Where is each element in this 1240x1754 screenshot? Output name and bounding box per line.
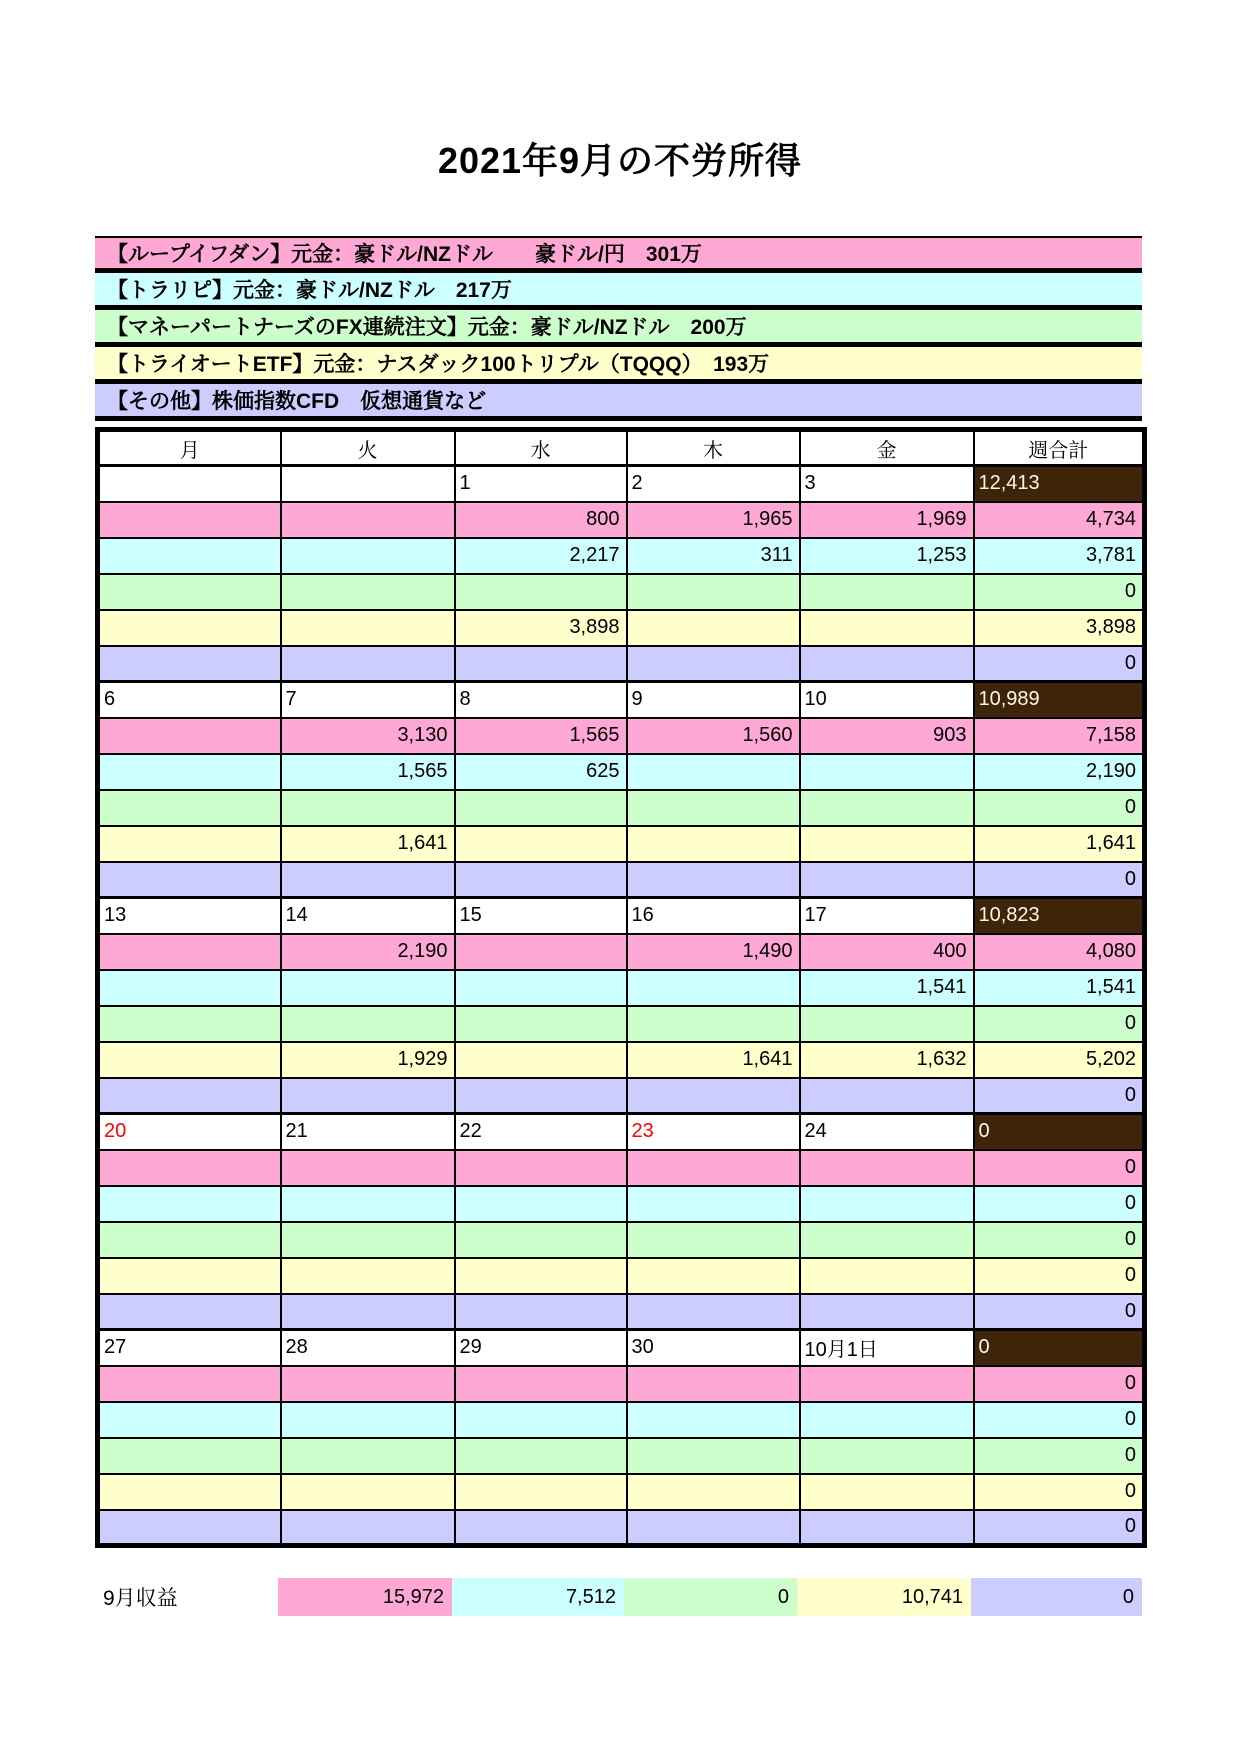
value-cell: 311 (627, 538, 800, 574)
week-total-cell: 0 (974, 1114, 1145, 1150)
value-cell (98, 790, 281, 826)
value-cell (98, 1294, 281, 1330)
value-cell (98, 1186, 281, 1222)
category-row-toraripi (98, 538, 1145, 574)
category-row-sonota (98, 646, 1145, 682)
row-total-cell: 0 (974, 1294, 1145, 1330)
value-cell (800, 826, 974, 862)
value-cell (98, 574, 281, 610)
value-cell (627, 970, 800, 1006)
value-cell: 800 (455, 502, 627, 538)
category-row-loop-ifudan (98, 502, 1145, 538)
category-row-loop-ifudan (98, 1150, 1145, 1186)
date-cell: 21 (281, 1114, 455, 1150)
row-total-cell: 0 (974, 1006, 1145, 1042)
category-row-loop-ifudan (98, 1366, 1145, 1402)
category-row-toraripi (98, 1186, 1145, 1222)
date-cell: 6 (98, 682, 281, 718)
day-header-火: 火 (281, 430, 455, 466)
value-cell (455, 1150, 627, 1186)
date-cell (98, 466, 281, 502)
value-cell (455, 1438, 627, 1474)
value-cell: 1,969 (800, 502, 974, 538)
row-total-cell: 0 (974, 1366, 1145, 1402)
week-total-cell: 12,413 (974, 466, 1145, 502)
date-cell: 30 (627, 1330, 800, 1366)
value-cell (800, 574, 974, 610)
value-cell (98, 610, 281, 646)
value-cell (627, 1222, 800, 1258)
category-row-fx-renzoku-chumon (98, 790, 1145, 826)
category-row-sonota (98, 862, 1145, 898)
value-cell (98, 1078, 281, 1114)
banner-loop-ifudan: 【ループイフダン】元金：豪ドル/NZドル 豪ドル/円 301万 (95, 236, 1142, 273)
value-cell: 1,253 (800, 538, 974, 574)
value-cell (627, 1294, 800, 1330)
week-total-cell: 0 (974, 1330, 1145, 1366)
value-cell (455, 1474, 627, 1510)
value-cell (627, 1258, 800, 1294)
date-cell: 16 (627, 898, 800, 934)
value-cell (98, 1150, 281, 1186)
value-cell (800, 1150, 974, 1186)
value-cell (98, 826, 281, 862)
date-cell: 10月1日 (800, 1330, 974, 1366)
value-cell: 1,632 (800, 1042, 974, 1078)
value-cell: 1,641 (627, 1042, 800, 1078)
date-cell: 15 (455, 898, 627, 934)
value-cell (281, 1186, 455, 1222)
month-summary-row (95, 1578, 1142, 1616)
strategy-banners (95, 236, 1142, 421)
row-total-cell: 0 (974, 1438, 1145, 1474)
row-total-cell: 4,080 (974, 934, 1145, 970)
value-cell (455, 646, 627, 682)
value-cell (800, 1006, 974, 1042)
date-cell: 9 (627, 682, 800, 718)
date-cell: 29 (455, 1330, 627, 1366)
value-cell (455, 862, 627, 898)
row-total-cell: 7,158 (974, 718, 1145, 754)
date-cell: 13 (98, 898, 281, 934)
value-cell (281, 1222, 455, 1258)
banner-toraripi: 【トラリピ】元金：豪ドル/NZドル 217万 (95, 273, 1142, 310)
value-cell (98, 1474, 281, 1510)
value-cell (455, 790, 627, 826)
category-row-sonota (98, 1294, 1145, 1330)
week-total-cell: 10,989 (974, 682, 1145, 718)
value-cell (98, 862, 281, 898)
value-cell (800, 790, 974, 826)
value-cell (627, 1150, 800, 1186)
date-cell: 20 (98, 1114, 281, 1150)
date-cell: 24 (800, 1114, 974, 1150)
date-cell: 23 (627, 1114, 800, 1150)
value-cell: 1,541 (800, 970, 974, 1006)
week-total-header: 週合計 (974, 430, 1145, 466)
value-cell (281, 610, 455, 646)
category-row-sonota (98, 1510, 1145, 1546)
category-row-fx-renzoku-chumon (98, 1438, 1145, 1474)
row-total-cell: 2,190 (974, 754, 1145, 790)
value-cell (627, 1402, 800, 1438)
value-cell (627, 862, 800, 898)
value-cell (627, 826, 800, 862)
value-cell (98, 754, 281, 790)
category-row-triauto-etf (98, 610, 1145, 646)
value-cell (98, 1366, 281, 1402)
value-cell: 2,217 (455, 538, 627, 574)
date-cell: 22 (455, 1114, 627, 1150)
value-cell (800, 1258, 974, 1294)
week-4-date-row (98, 1114, 1145, 1150)
value-cell (98, 1258, 281, 1294)
summary-value-fx-renzoku-chumon: 0 (624, 1578, 797, 1616)
value-cell (800, 646, 974, 682)
value-cell (98, 1402, 281, 1438)
row-total-cell: 0 (974, 1402, 1145, 1438)
value-cell (455, 826, 627, 862)
value-cell (455, 1294, 627, 1330)
value-cell: 1,641 (281, 826, 455, 862)
value-cell (627, 1510, 800, 1546)
category-row-triauto-etf (98, 1474, 1145, 1510)
value-cell (800, 1402, 974, 1438)
row-total-cell: 0 (974, 1150, 1145, 1186)
value-cell: 1,565 (281, 754, 455, 790)
value-cell (627, 790, 800, 826)
category-row-fx-renzoku-chumon (98, 574, 1145, 610)
date-cell: 1 (455, 466, 627, 502)
value-cell (800, 754, 974, 790)
date-cell: 8 (455, 682, 627, 718)
category-row-loop-ifudan (98, 718, 1145, 754)
value-cell: 903 (800, 718, 974, 754)
value-cell (98, 1438, 281, 1474)
value-cell (455, 934, 627, 970)
value-cell (800, 862, 974, 898)
value-cell (455, 1006, 627, 1042)
category-row-loop-ifudan (98, 934, 1145, 970)
value-cell (800, 1366, 974, 1402)
date-cell: 7 (281, 682, 455, 718)
row-total-cell: 1,641 (974, 826, 1145, 862)
row-total-cell: 5,202 (974, 1042, 1145, 1078)
value-cell (281, 1150, 455, 1186)
value-cell (800, 1510, 974, 1546)
value-cell (281, 1438, 455, 1474)
value-cell (627, 574, 800, 610)
category-row-triauto-etf (98, 1258, 1145, 1294)
value-cell (800, 1222, 974, 1258)
category-row-fx-renzoku-chumon (98, 1222, 1145, 1258)
value-cell (281, 1006, 455, 1042)
value-cell: 625 (455, 754, 627, 790)
value-cell (281, 538, 455, 574)
value-cell (800, 1078, 974, 1114)
summary-value-sonota: 0 (971, 1578, 1142, 1616)
week-2-date-row (98, 682, 1145, 718)
calendar-table (95, 427, 1147, 1548)
value-cell (281, 1510, 455, 1546)
value-cell: 1,929 (281, 1042, 455, 1078)
value-cell (455, 1510, 627, 1546)
value-cell: 400 (800, 934, 974, 970)
summary-value-loop-ifudan: 15,972 (278, 1578, 452, 1616)
month-summary-label: 9月収益 (103, 1587, 178, 1610)
value-cell (800, 610, 974, 646)
value-cell (98, 970, 281, 1006)
row-total-cell: 1,541 (974, 970, 1145, 1006)
day-header-水: 水 (455, 430, 627, 466)
value-cell: 1,565 (455, 718, 627, 754)
value-cell (800, 1294, 974, 1330)
value-cell (800, 1438, 974, 1474)
value-cell (98, 502, 281, 538)
value-cell (627, 1474, 800, 1510)
row-total-cell: 0 (974, 790, 1145, 826)
value-cell (98, 1006, 281, 1042)
row-total-cell: 3,781 (974, 538, 1145, 574)
value-cell (627, 1006, 800, 1042)
category-row-toraripi (98, 754, 1145, 790)
date-cell: 17 (800, 898, 974, 934)
value-cell (455, 1402, 627, 1438)
value-cell (98, 1510, 281, 1546)
row-total-cell: 0 (974, 862, 1145, 898)
week-3-date-row (98, 898, 1145, 934)
value-cell: 1,490 (627, 934, 800, 970)
value-cell (281, 646, 455, 682)
value-cell (281, 1474, 455, 1510)
category-row-sonota (98, 1078, 1145, 1114)
value-cell (281, 1258, 455, 1294)
value-cell (455, 1186, 627, 1222)
row-total-cell: 0 (974, 1222, 1145, 1258)
date-cell: 2 (627, 466, 800, 502)
value-cell (455, 1366, 627, 1402)
value-cell: 1,965 (627, 502, 800, 538)
row-total-cell: 4,734 (974, 502, 1145, 538)
calendar-header-row (98, 430, 1145, 466)
value-cell (455, 970, 627, 1006)
row-total-cell: 0 (974, 574, 1145, 610)
value-cell (281, 502, 455, 538)
row-total-cell: 0 (974, 1078, 1145, 1114)
value-cell (98, 1222, 281, 1258)
value-cell: 2,190 (281, 934, 455, 970)
value-cell (281, 1294, 455, 1330)
value-cell (627, 610, 800, 646)
value-cell (281, 574, 455, 610)
value-cell: 3,898 (455, 610, 627, 646)
row-total-cell: 0 (974, 1474, 1145, 1510)
category-row-toraripi (98, 970, 1145, 1006)
date-cell: 10 (800, 682, 974, 718)
banner-sonota: 【その他】株価指数CFD 仮想通貨など (95, 384, 1142, 421)
value-cell (800, 1186, 974, 1222)
day-header-木: 木 (627, 430, 800, 466)
value-cell (627, 754, 800, 790)
summary-value-triauto-etf: 10,741 (797, 1578, 971, 1616)
value-cell (455, 1222, 627, 1258)
date-cell: 3 (800, 466, 974, 502)
value-cell (98, 538, 281, 574)
value-cell: 1,560 (627, 718, 800, 754)
value-cell (627, 646, 800, 682)
value-cell (800, 1474, 974, 1510)
value-cell (627, 1186, 800, 1222)
date-cell: 14 (281, 898, 455, 934)
category-row-toraripi (98, 1402, 1145, 1438)
value-cell (98, 1042, 281, 1078)
row-total-cell: 3,898 (974, 610, 1145, 646)
value-cell (98, 646, 281, 682)
summary-value-toraripi: 7,512 (452, 1578, 624, 1616)
row-total-cell: 0 (974, 1510, 1145, 1546)
banner-fx-renzoku-chumon: 【マネーパートナーズのFX連続注文】元金：豪ドル/NZドル 200万 (95, 310, 1142, 347)
category-row-fx-renzoku-chumon (98, 1006, 1145, 1042)
category-row-triauto-etf (98, 1042, 1145, 1078)
date-cell: 27 (98, 1330, 281, 1366)
banner-triauto-etf: 【トライオートETF】元金：ナスダック100トリプル（TQQQ） 193万 (95, 347, 1142, 384)
value-cell (281, 1402, 455, 1438)
value-cell (281, 790, 455, 826)
value-cell (281, 862, 455, 898)
value-cell (455, 574, 627, 610)
value-cell (627, 1366, 800, 1402)
value-cell (98, 934, 281, 970)
value-cell: 3,130 (281, 718, 455, 754)
value-cell (455, 1042, 627, 1078)
week-5-date-row (98, 1330, 1145, 1366)
page-title: 2021年9月の不労所得 (437, 140, 803, 181)
value-cell (455, 1258, 627, 1294)
value-cell (627, 1078, 800, 1114)
value-cell (455, 1078, 627, 1114)
value-cell (98, 718, 281, 754)
value-cell (281, 1366, 455, 1402)
row-total-cell: 0 (974, 1258, 1145, 1294)
day-header-金: 金 (800, 430, 974, 466)
day-header-月: 月 (98, 430, 281, 466)
value-cell (627, 1438, 800, 1474)
row-total-cell: 0 (974, 646, 1145, 682)
date-cell (281, 466, 455, 502)
week-1-date-row (98, 466, 1145, 502)
week-total-cell: 10,823 (974, 898, 1145, 934)
value-cell (281, 1078, 455, 1114)
row-total-cell: 0 (974, 1186, 1145, 1222)
date-cell: 28 (281, 1330, 455, 1366)
category-row-triauto-etf (98, 826, 1145, 862)
value-cell (281, 970, 455, 1006)
